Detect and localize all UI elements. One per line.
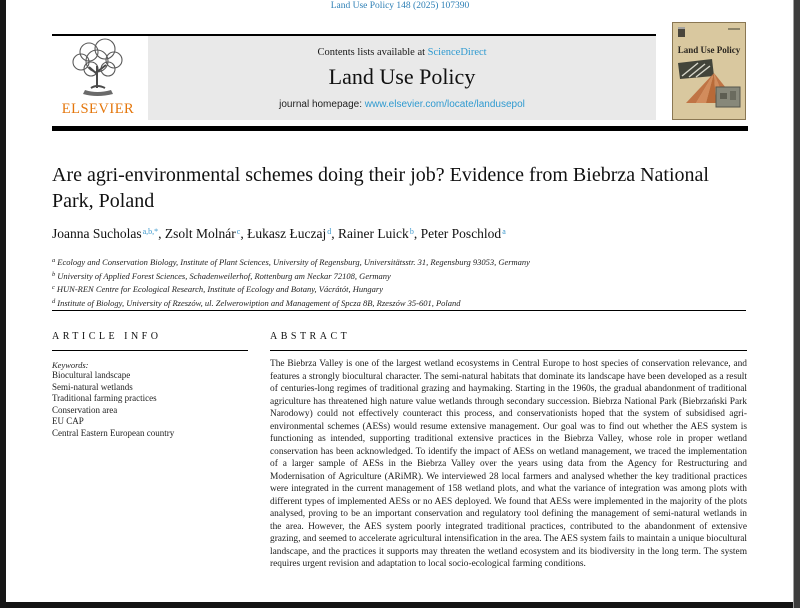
affiliation-sup: b bbox=[52, 270, 56, 278]
keyword-item: Central Eastern European country bbox=[52, 427, 175, 438]
cover-title: Land Use Policy bbox=[677, 45, 741, 55]
author-name: Rainer Luick bbox=[337, 226, 409, 241]
journal-header-box bbox=[148, 36, 656, 120]
cover-publisher-mark bbox=[678, 27, 685, 37]
homepage-line bbox=[148, 99, 656, 110]
affiliation-sup: c bbox=[52, 284, 55, 291]
cover-art bbox=[676, 59, 742, 115]
author-name: Łukasz Łuczaj bbox=[247, 226, 327, 241]
keyword-item: Conservation area bbox=[52, 404, 118, 415]
author-affil-sup: c bbox=[236, 227, 241, 236]
author-name: Peter Poschlod bbox=[420, 226, 502, 241]
journal-cover-thumbnail[interactable] bbox=[672, 22, 746, 120]
contents-line bbox=[148, 47, 656, 58]
author bbox=[52, 226, 165, 241]
affiliation-text: HUN-REN Centre for Ecological Research, Institute of Ecology and Botany, Vácrátót, Hungary bbox=[56, 284, 383, 294]
elsevier-wordmark: ELSEVIER bbox=[61, 101, 135, 117]
author-separator: , bbox=[331, 226, 338, 241]
affiliations bbox=[52, 255, 742, 309]
author-affil-sup: b bbox=[409, 227, 414, 236]
affiliation-sup: d bbox=[52, 297, 56, 305]
journal-title: Land Use Policy bbox=[328, 64, 476, 89]
viewer-edge-left bbox=[0, 0, 6, 608]
author bbox=[338, 226, 421, 241]
author-separator: , bbox=[158, 226, 165, 241]
keywords-label: Keywords: bbox=[52, 360, 89, 370]
article-info-column bbox=[52, 331, 248, 439]
viewer-edge-right bbox=[793, 0, 800, 608]
author bbox=[247, 226, 338, 241]
keyword-item: Traditional farming practices bbox=[52, 393, 157, 403]
cover-issue-mark bbox=[728, 28, 740, 30]
affiliation-text: Institute of Biology, University of Rzeszów, ul. Zelwerowiption and Management of Spcza 8B, Rzeszów 35-601, Poland bbox=[57, 297, 461, 308]
article-info-rule bbox=[52, 350, 248, 351]
article-info-heading: ARTICLE INFO bbox=[52, 331, 162, 342]
author-affil-sup: a,b,* bbox=[142, 227, 159, 236]
abstract-rule bbox=[270, 350, 747, 351]
affiliation-text: University of Applied Forest Sciences, Schadenweilerhof, Rottenburg am Neckar 72108, Germany bbox=[57, 270, 391, 281]
article-title: Are agri-environmental schemes doing their job? Evidence from Biebrza National Park, Poland bbox=[52, 164, 709, 212]
affiliation-line bbox=[52, 255, 742, 269]
journal-citation: Land Use Policy 148 (2025) 107390 bbox=[330, 1, 470, 11]
author-affil-sup: d bbox=[327, 227, 332, 236]
abstract-heading: ABSTRACT bbox=[270, 331, 351, 342]
affiliation-text: Ecology and Conservation Biology, Institute of Plant Sciences, University of Regensburg, Universitätsstr. 31, Regensburg 93053, Germany bbox=[57, 257, 530, 267]
contents-prefix: Contents lists available at bbox=[317, 47, 428, 58]
authors-line bbox=[52, 226, 732, 242]
author-name: Zsolt Molnár bbox=[164, 226, 236, 241]
header-divider-bar bbox=[52, 126, 748, 131]
sciencedirect-link[interactable]: ScienceDirect bbox=[427, 47, 487, 58]
elsevier-tree-icon bbox=[67, 36, 129, 100]
author bbox=[421, 226, 506, 241]
affiliation-line bbox=[52, 296, 742, 310]
keyword-item: EU CAP bbox=[52, 416, 84, 426]
elsevier-logo bbox=[50, 36, 146, 122]
keyword-item: Biocultural landscape bbox=[52, 370, 131, 380]
author-separator: , bbox=[413, 226, 421, 241]
affiliation-sup: a bbox=[52, 257, 56, 264]
section-top-rule bbox=[52, 310, 746, 311]
author-separator: , bbox=[240, 226, 248, 241]
homepage-prefix: journal homepage: bbox=[279, 99, 365, 110]
author-name: Joanna Sucholas bbox=[52, 226, 142, 241]
keyword-item: Semi-natural wetlands bbox=[52, 381, 133, 392]
abstract-column bbox=[270, 331, 747, 571]
author bbox=[165, 226, 247, 241]
abstract-text: The Biebrza Valley is one of the largest wetland ecosystems in Central Europe to host species of conservation relevance, and features a strongly biocultural character. The semi-natural habitats that dominate its landscape have been developed as a result of centuries-long regimes of traditional grazing and haymaking. Starting in the 1960s, the gradual abandonment of traditional agriculture has threatened high nature value wetlands through secondary succession. Biebrza National Park (Biebrzański Park Narodowy) could not effectively counteract this process, and conservationists hoped that the system of subsidised agri-environmental schemes (AESs) would resume extensive management. Our goal was to find out whether the AES system is functioning as intended, supporting traditional extensive practices in the Biebrza Valley, whose role in proper wetland conservation has been acknowledged. To identify the impact of AESs on wetland management, we traced the implementation of a larger sample of AESs in the Biebrza Valley over the years using data from the Agency for Restructuring and Modernisation of Agriculture (ARiMR). We interviewed 28 local farmers and analysed whether the key traditional practices were integrated in the current management of 158 wetland plots, and what the variance of integration was among plots with different types of implemented AESs or no AES deployed. We found that AESs were implemented in the majority of the plots analysed, proving to be an important conservation and regulatory tool defining the management of semi-natural wetlands in the area. However, the AES system poorly integrated traditional practices, contributed to the abandonment of extensive grazing, and seemed to accelerate agricultural intensification in the area. The AES system fails to maintain a unique biocultural landscape, and the practices it supports may threaten the wetland ecosystem and its biodiversity in the long term. The system requires urgent revision and adaptation to local socio-ecological farming conditions. bbox=[270, 359, 747, 569]
affiliation-line bbox=[52, 282, 742, 296]
author-affil-sup: a bbox=[502, 227, 506, 236]
journal-homepage-link[interactable]: www.elsevier.com/locate/landusepol bbox=[364, 99, 525, 110]
viewer-edge-bottom bbox=[0, 602, 800, 608]
affiliation-line bbox=[52, 269, 742, 283]
